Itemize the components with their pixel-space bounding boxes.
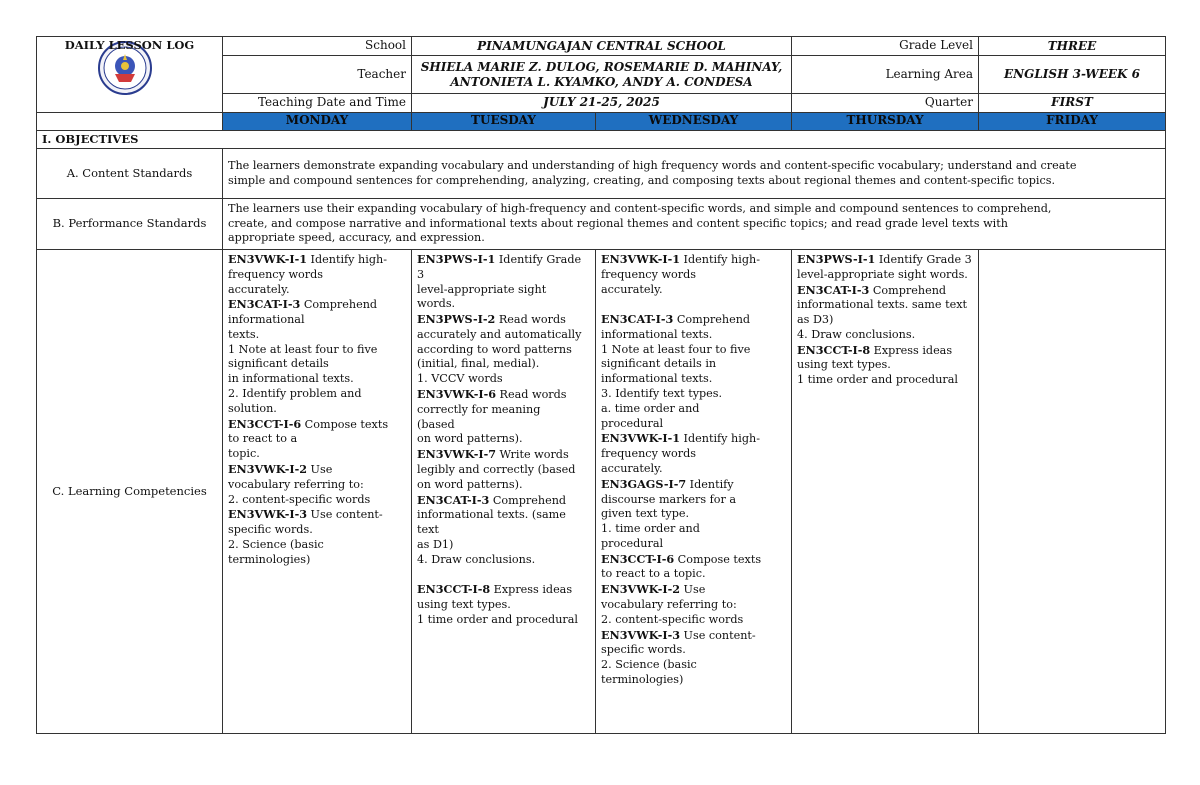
competency-text: solution. [228, 401, 277, 415]
competency-line [601, 328, 786, 343]
competency-line [228, 538, 406, 553]
competency-text: on word patterns). [417, 432, 523, 446]
quarter-value: FIRST [979, 94, 1166, 113]
competency-code: EN3CCT-I-6 [601, 551, 675, 566]
competency-code: EN3CAT-I-3 [417, 492, 490, 507]
competency-text: frequency words [228, 267, 324, 281]
competency-code: EN3CCT-I-6 [228, 416, 302, 431]
competency-text: Comprehend [869, 283, 947, 297]
competency-line [601, 537, 786, 552]
competency-code: EN3PWS-I-1 [797, 252, 876, 266]
learning-area-label: Learning Area [792, 56, 979, 94]
competency-code: EN3PWS-I-1 [417, 252, 496, 266]
competency-line [228, 478, 406, 493]
competency-line [601, 493, 786, 508]
competency-text: a. time order and [601, 401, 700, 415]
competency-line [601, 268, 786, 283]
competency-line [797, 373, 973, 388]
competency-code: EN3VWK-I-3 [228, 507, 307, 522]
teacher-line-1: SHIELA MARIE Z. DULOG, ROSEMARIE D. MAHINAY, [420, 59, 783, 74]
competency-text: discourse markers for a [601, 492, 737, 506]
content-standards-text [223, 149, 1166, 199]
competency-line [601, 643, 786, 658]
competency-code: EN3GAGS-I-7 [601, 476, 687, 491]
competency-code: EN3VWK-I-2 [228, 461, 307, 476]
competency-text: terminologies) [228, 552, 311, 566]
competency-text: Comprehend [300, 298, 378, 312]
competencies-wednesday [596, 250, 792, 734]
competency-line [417, 447, 590, 463]
competency-text: informational texts. [601, 327, 713, 341]
competency-code: EN3VWK-I-1 [601, 252, 680, 266]
competency-text: 4. Draw conclusions. [417, 552, 536, 566]
competency-line [601, 252, 786, 268]
competency-text: procedural [601, 416, 664, 430]
competency-line [601, 567, 786, 582]
competency-line [417, 343, 590, 358]
competency-line [417, 357, 590, 372]
competency-text: vocabulary referring to: [228, 477, 364, 491]
grade-level-value: THREE [979, 37, 1166, 56]
competency-line [228, 268, 406, 283]
competency-line [797, 298, 973, 313]
school-value: PINAMUNGAJAN CENTRAL SCHOOL [412, 37, 792, 56]
competency-line [601, 658, 786, 673]
competency-line [601, 507, 786, 522]
competency-text: level-appropriate sight [417, 282, 547, 296]
competency-text: 3. Identify text types. [601, 387, 723, 401]
competency-text: Identify Grade 3 [875, 253, 972, 266]
daily-lesson-log-table [36, 36, 1166, 734]
competency-line [417, 328, 590, 343]
teaching-date-label: Teaching Date and Time [223, 94, 412, 113]
dll-title-cell [37, 37, 223, 113]
competency-text: as D3) [797, 313, 834, 327]
competency-line [417, 508, 590, 523]
competency-text: Read words [495, 313, 566, 327]
competency-code: EN3CAT-I-3 [601, 312, 674, 327]
competency-line [417, 567, 590, 582]
competency-text: in informational texts. [228, 372, 354, 386]
competency-text: Write words [496, 448, 569, 462]
competencies-friday [979, 250, 1166, 734]
competency-line [601, 522, 786, 537]
competency-line [228, 387, 406, 402]
competency-line [797, 268, 973, 283]
competency-code: EN3VWK-I-1 [228, 252, 307, 266]
competency-text: vocabulary referring to: [601, 597, 737, 611]
objectives-heading: I. OBJECTIVES [37, 130, 1166, 148]
competency-text: 1 Note at least four to five [228, 342, 378, 356]
competency-text: significant details in [601, 357, 717, 371]
day-header-spacer [37, 112, 223, 130]
competency-line [228, 343, 406, 358]
competency-line [228, 252, 406, 268]
competency-line [228, 297, 406, 313]
competency-line [417, 598, 590, 613]
competency-text: Identify high- [680, 432, 760, 446]
competency-line [228, 432, 406, 447]
competency-line [601, 628, 786, 644]
competency-text: Express ideas [870, 343, 953, 357]
competency-line [601, 312, 786, 328]
grade-level-label: Grade Level [792, 37, 979, 56]
competency-text: informational texts. same text [797, 298, 967, 312]
day-header-friday: FRIDAY [979, 112, 1166, 130]
competency-text: using text types. [417, 597, 511, 611]
competency-text: (initial, final, medial). [417, 357, 540, 371]
competency-line [417, 582, 590, 598]
competency-text: Comprehend [489, 493, 567, 507]
day-header-tuesday: TUESDAY [412, 112, 596, 130]
competency-text: accurately. [228, 282, 290, 296]
competency-line [417, 372, 590, 387]
teaching-date-value: JULY 21-25, 2025 [412, 94, 792, 113]
dll-title: DAILY LESSON LOG [64, 38, 195, 52]
competency-line [601, 462, 786, 477]
competency-line [601, 297, 786, 312]
competency-text: 1 time order and procedural [797, 373, 958, 387]
competency-text: informational texts. (same [417, 508, 566, 522]
competency-text: text [417, 523, 439, 537]
competency-line [601, 673, 786, 688]
competency-text: given text type. [601, 507, 690, 521]
day-header-wednesday: WEDNESDAY [596, 112, 792, 130]
competency-text: frequency words [601, 447, 697, 461]
competency-line [228, 328, 406, 343]
competency-code: EN3PWS-I-2 [417, 312, 496, 327]
competency-line [228, 417, 406, 433]
teacher-label: Teacher [223, 56, 412, 94]
competency-line [601, 283, 786, 298]
competency-line [601, 372, 786, 387]
competency-line [228, 313, 406, 328]
competency-text: procedural [601, 536, 664, 550]
competency-line [797, 283, 973, 299]
competency-text: (based [417, 417, 455, 431]
competency-text: Read words [496, 388, 567, 402]
competency-line [601, 552, 786, 568]
day-header-monday: MONDAY [223, 112, 412, 130]
competency-line [601, 431, 786, 447]
competency-text: Compose texts [674, 552, 762, 566]
competency-text: Identify [686, 477, 734, 491]
competency-code: EN3CCT-I-8 [417, 582, 491, 597]
competency-text: using text types. [797, 358, 891, 372]
competency-line [417, 252, 590, 268]
competency-line [417, 493, 590, 509]
performance-standards-paragraph: The learners use their expanding vocabulary of high-frequency and content-specific words, and simple and compound sentences to comprehend, create, and compose narrative and informational texts about regional themes and content specific topics; and read grade level texts with appropriate speed, accuracy, and expression. [228, 201, 1052, 245]
competency-line [228, 523, 406, 538]
competency-text: topic. [228, 447, 260, 461]
competency-text: significant details [228, 357, 329, 371]
competency-line [797, 328, 973, 343]
competency-line [797, 358, 973, 373]
competency-line [417, 523, 590, 538]
competency-line [797, 313, 973, 328]
competency-line [228, 462, 406, 478]
competency-text: texts. [228, 327, 260, 341]
competency-line [601, 402, 786, 417]
teacher-line-2: ANTONIETA L. KYAMKO, ANDY A. CONDESA [450, 74, 753, 89]
competency-text: Identify Grade [495, 253, 582, 266]
competency-text: level-appropriate sight words. [797, 267, 968, 281]
competency-text: informational texts. [601, 372, 713, 386]
competency-line [417, 283, 590, 298]
competency-line [601, 477, 786, 493]
competency-text: Use content- [307, 508, 383, 522]
competency-text: 2. Science (basic [228, 537, 324, 551]
competency-text: 4. Draw conclusions. [797, 327, 916, 341]
competency-text: Comprehend [673, 313, 751, 327]
competency-line [417, 312, 590, 328]
competencies-monday [223, 250, 412, 734]
competency-text: accurately. [601, 282, 663, 296]
competency-text: Use [680, 583, 706, 597]
competency-text: according to word patterns [417, 342, 572, 356]
competency-line [228, 447, 406, 462]
performance-standards-text [223, 199, 1166, 250]
competency-text: Express ideas [490, 583, 573, 597]
teacher-value [412, 56, 792, 94]
competency-text: as D1) [417, 537, 454, 551]
competency-text: 1. time order and [601, 522, 700, 536]
competency-text: 2. Science (basic [601, 658, 697, 672]
competency-code: EN3VWK-I-6 [417, 387, 496, 402]
competency-line [417, 463, 590, 478]
competency-text: terminologies) [601, 672, 684, 686]
competency-text: correctly for meaning [417, 402, 541, 416]
competency-text: 1. VCCV words [417, 372, 503, 386]
content-standards-label: A. Content Standards [37, 149, 223, 199]
competency-line [417, 432, 590, 447]
competency-text: specific words. [601, 643, 686, 657]
competency-text: 2. content-specific words [228, 492, 371, 506]
school-label: School [223, 37, 412, 56]
competency-line [228, 372, 406, 387]
competency-line [797, 343, 973, 359]
competencies-thursday [792, 250, 979, 734]
competency-code: EN3CAT-I-3 [228, 297, 301, 312]
competency-text: to react to a topic. [601, 567, 706, 581]
competency-code: EN3CAT-I-3 [797, 282, 870, 297]
competency-line [797, 252, 973, 268]
competency-code: EN3VWK-I-3 [601, 627, 680, 642]
competency-line [601, 417, 786, 432]
competency-line [417, 418, 590, 433]
competency-text: specific words. [228, 523, 313, 537]
competency-text: accurately and automatically [417, 327, 582, 341]
competency-code: EN3CCT-I-8 [797, 342, 871, 357]
competency-line [228, 553, 406, 568]
competency-line [417, 478, 590, 493]
competency-line [228, 283, 406, 298]
competency-text: 1 Note at least four to five [601, 342, 751, 356]
competency-text: Compose texts [301, 417, 389, 431]
competency-line [228, 507, 406, 523]
competency-text: Identify high- [680, 253, 760, 266]
competency-text: 2. content-specific words [601, 612, 744, 626]
competency-line [601, 343, 786, 358]
competency-line [601, 387, 786, 402]
content-standards-paragraph: The learners demonstrate expanding vocabulary and understanding of high frequency words and content-specific vocabulary; understand and create simple and compound sentences for comprehending, analyzing, creating, and composing texts about regional themes and content-specific topics. [228, 158, 1077, 187]
competency-line [228, 493, 406, 508]
learning-area-value: ENGLISH 3-WEEK 6 [979, 56, 1166, 94]
competency-text: Use [307, 462, 333, 476]
competency-text: to react to a [228, 432, 298, 446]
competency-line [601, 447, 786, 462]
competency-line [417, 403, 590, 418]
competency-line [601, 613, 786, 628]
competency-text: frequency words [601, 267, 697, 281]
competency-line [417, 613, 590, 628]
competency-text: Use content- [680, 628, 756, 642]
day-header-thursday: THURSDAY [792, 112, 979, 130]
performance-standards-label: B. Performance Standards [37, 199, 223, 250]
quarter-label: Quarter [792, 94, 979, 113]
competency-text: words. [417, 297, 456, 311]
competency-text: informational [228, 313, 305, 327]
competency-line [417, 387, 590, 403]
competency-text: 1 time order and procedural [417, 612, 578, 626]
competency-code: EN3VWK-I-2 [601, 582, 680, 597]
competency-text: on word patterns). [417, 477, 523, 491]
competency-line [601, 598, 786, 613]
competency-line [417, 538, 590, 553]
competency-line [228, 402, 406, 417]
competency-text: Identify high- [307, 253, 387, 266]
competency-line [417, 297, 590, 312]
competency-line [228, 357, 406, 372]
learning-competencies-label: C. Learning Competencies [37, 250, 223, 734]
competency-text: accurately. [601, 461, 663, 475]
competency-text: 2. Identify problem and [228, 387, 362, 401]
competency-line [601, 582, 786, 598]
competency-code: EN3VWK-I-7 [417, 447, 496, 462]
competency-code: EN3VWK-I-1 [601, 431, 680, 446]
competencies-tuesday [412, 250, 596, 734]
competency-line [417, 553, 590, 568]
competency-line [601, 357, 786, 372]
competency-line [417, 268, 590, 283]
competency-text: legibly and correctly (based [417, 462, 576, 476]
competency-text: 3 [417, 267, 425, 281]
